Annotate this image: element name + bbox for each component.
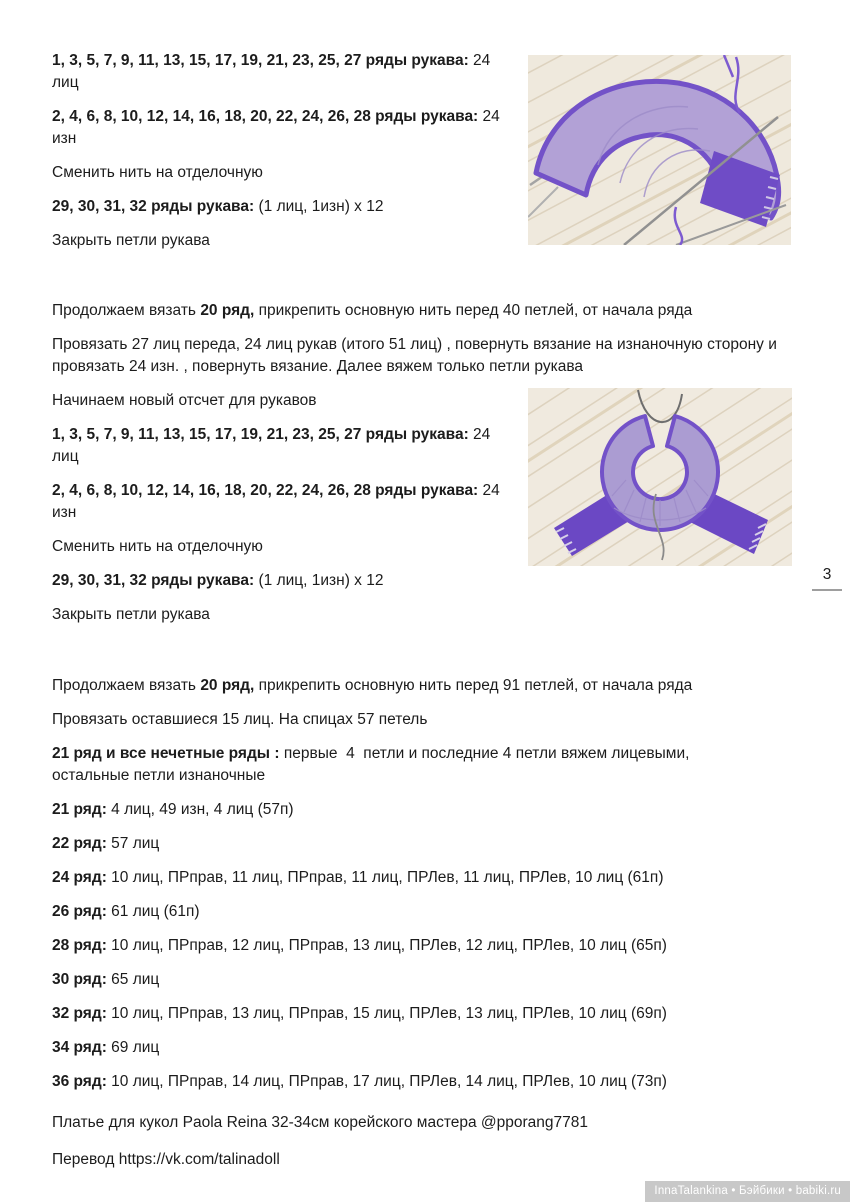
text-run: Провязать 27 лиц переда, 24 лиц рукав (итого 51 лиц) , повернуть вязание на изнаночную сторону и провязать 24 изн. , повернуть вязание. Далее вяжем только петли рукава xyxy=(52,336,782,375)
text-run: Провязать оставшиеся 15 лиц. На спицах 57 петель xyxy=(52,711,428,728)
paragraph xyxy=(52,675,757,697)
text-run-bold: 20 ряд, xyxy=(200,302,255,319)
text-run-bold: 34 ряд: xyxy=(52,1039,107,1056)
text-run: 24 изн xyxy=(52,108,505,147)
section-sleeve-rows-1 xyxy=(52,50,514,264)
paragraph xyxy=(52,799,757,821)
paragraph xyxy=(52,743,757,787)
text-run: 24 изн xyxy=(52,482,505,521)
text-run: Перевод https://vk.com/talinadoll xyxy=(52,1151,280,1168)
paragraph xyxy=(52,1112,800,1134)
text-run: 24 лиц xyxy=(52,52,495,91)
paragraph xyxy=(52,106,514,150)
paragraph xyxy=(52,969,757,991)
knitting-photo-1-graphic xyxy=(528,55,791,245)
text-run: 65 лиц xyxy=(106,971,160,988)
text-run-bold: 21 ряд и все нечетные ряды : xyxy=(52,745,280,762)
text-run: Сменить нить на отделочную xyxy=(52,538,263,555)
paragraph xyxy=(52,1149,800,1171)
paragraph xyxy=(52,901,757,923)
text-run-bold: 22 ряд: xyxy=(52,835,107,852)
text-run: Продолжаем вязать xyxy=(52,677,201,694)
text-run: Платье для кукол Paola Reina 32-34см корейского мастера @pporang7781 xyxy=(52,1114,589,1131)
text-run-bold: 29, 30, 31, 32 ряды рукава: xyxy=(52,572,255,589)
text-run: 10 лиц, ПРправ, 14 лиц, ПРправ, 17 лиц, ПРЛев, 14 лиц, ПРЛев, 10 лиц (73п) xyxy=(106,1073,667,1090)
text-run-bold: 26 ряд: xyxy=(52,903,107,920)
paragraph xyxy=(52,833,757,855)
paragraph xyxy=(52,480,514,524)
paragraph xyxy=(52,334,800,378)
text-run: 10 лиц, ПРправ, 11 лиц, ПРправ, 11 лиц, ПРЛев, 11 лиц, ПРЛев, 10 лиц (61п) xyxy=(106,869,664,886)
text-run: Начинаем новый отсчет для рукавов xyxy=(52,392,317,409)
text-run-bold: 2, 4, 6, 8, 10, 12, 14, 16, 18, 20, 22, 24, 26, 28 ряды рукава: xyxy=(52,108,479,125)
text-run: (1 лиц, 1изн) х 12 xyxy=(254,572,384,589)
watermark: InnaTalankina • Бэйбики • babiki.ru xyxy=(645,1181,850,1202)
text-run: 10 лиц, ПРправ, 12 лиц, ПРправ, 13 лиц, ПРЛев, 12 лиц, ПРЛев, 10 лиц (65п) xyxy=(106,937,667,954)
paragraph xyxy=(52,935,757,957)
paragraph xyxy=(52,570,514,592)
paragraph xyxy=(52,424,514,468)
paragraph xyxy=(52,162,514,184)
text-run-bold: 1, 3, 5, 7, 9, 11, 13, 15, 17, 19, 21, 23, 25, 27 ряды рукава: xyxy=(52,426,469,443)
knitting-photo-yoke-with-sleeves xyxy=(528,388,792,566)
text-run-bold: 24 ряд: xyxy=(52,869,107,886)
paragraph xyxy=(52,196,514,218)
text-run: 4 лиц, 49 изн, 4 лиц (57п) xyxy=(106,801,294,818)
text-run: 61 лиц (61п) xyxy=(106,903,200,920)
section-body-rows xyxy=(52,675,757,1105)
text-run: первые 4 петли и последние 4 петли вяжем лицевыми, остальные петли изнаночные xyxy=(52,745,694,784)
paragraph xyxy=(52,709,757,731)
text-run-bold: 21 ряд: xyxy=(52,801,107,818)
paragraph xyxy=(52,536,514,558)
knitting-photo-crescent-yoke xyxy=(528,55,791,245)
text-run-bold: 32 ряд: xyxy=(52,1005,107,1022)
knitting-photo-2-graphic xyxy=(528,388,792,566)
section-credits xyxy=(52,1112,800,1186)
text-run: прикрепить основную нить перед 40 петлей, от начала ряда xyxy=(254,302,693,319)
text-run: прикрепить основную нить перед 91 петлей, от начала ряда xyxy=(254,677,693,694)
text-run: 57 лиц xyxy=(106,835,160,852)
text-run-bold: 36 ряд: xyxy=(52,1073,107,1090)
text-run-bold: 20 ряд, xyxy=(200,677,255,694)
text-run: Сменить нить на отделочную xyxy=(52,164,263,181)
text-run-bold: 29, 30, 31, 32 ряды рукава: xyxy=(52,198,255,215)
paragraph xyxy=(52,230,514,252)
text-run-bold: 30 ряд: xyxy=(52,971,107,988)
paragraph xyxy=(52,604,514,626)
paragraph xyxy=(52,867,757,889)
text-run-bold: 1, 3, 5, 7, 9, 11, 13, 15, 17, 19, 21, 23, 25, 27 ряды рукава: xyxy=(52,52,469,69)
text-run: Закрыть петли рукава xyxy=(52,606,210,623)
paragraph xyxy=(52,1003,757,1025)
text-run-bold: 2, 4, 6, 8, 10, 12, 14, 16, 18, 20, 22, 24, 26, 28 ряды рукава: xyxy=(52,482,479,499)
text-run-bold: 28 ряд: xyxy=(52,937,107,954)
page-number-value: 3 xyxy=(822,566,832,583)
section-sleeve-rows-2 xyxy=(52,424,514,638)
paragraph xyxy=(52,300,800,322)
text-run: 10 лиц, ПРправ, 13 лиц, ПРправ, 15 лиц, ПРЛев, 13 лиц, ПРЛев, 10 лиц (69п) xyxy=(106,1005,667,1022)
text-run: (1 лиц, 1изн) х 12 xyxy=(254,198,384,215)
text-run: 24 лиц xyxy=(52,426,495,465)
paragraph xyxy=(52,50,514,94)
text-run: Продолжаем вязать xyxy=(52,302,201,319)
text-run: 69 лиц xyxy=(106,1039,160,1056)
paragraph xyxy=(52,1071,757,1093)
page-number-underline xyxy=(812,589,842,591)
page-number xyxy=(804,566,850,591)
paragraph xyxy=(52,1037,757,1059)
text-run: Закрыть петли рукава xyxy=(52,232,210,249)
